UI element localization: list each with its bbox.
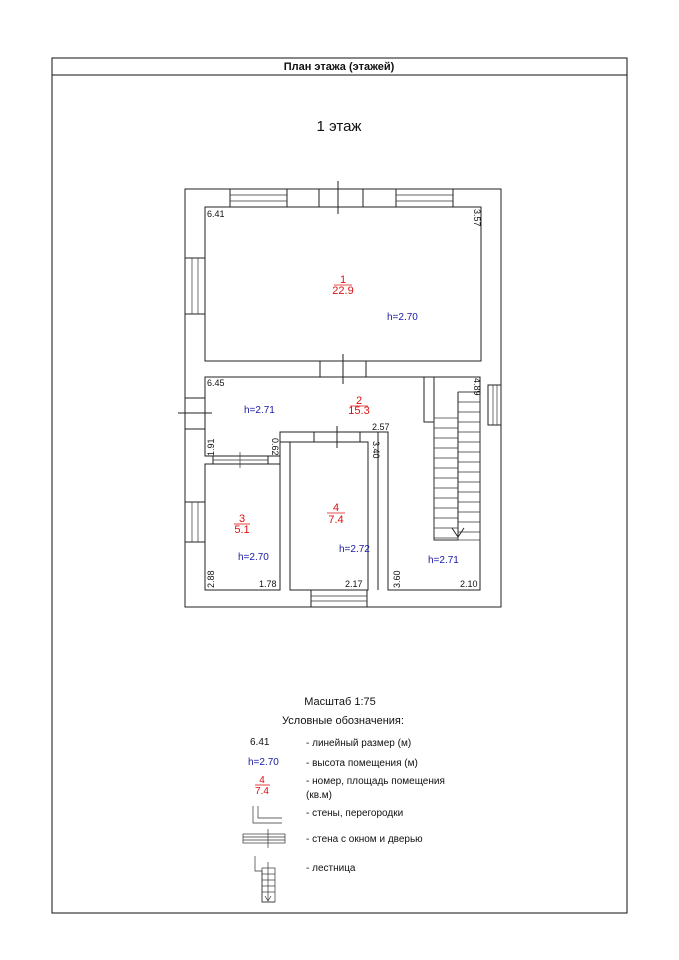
window-bottom (311, 590, 367, 607)
window-top-left (230, 189, 287, 207)
svg-text:h=2.72: h=2.72 (339, 544, 370, 555)
svg-text:4: 4 (332, 502, 340, 514)
legend-walls-text: - стены, перегородки (306, 808, 404, 819)
dim-r5-width: 2.10 (460, 579, 478, 589)
svg-text:15.3: 15.3 (348, 405, 370, 417)
window-right (488, 385, 501, 425)
svg-text:h=2.71: h=2.71 (244, 405, 275, 416)
legend-height-text: - высота помещения (м) (306, 758, 418, 769)
dim-r3-width: 1.78 (259, 579, 277, 589)
window-left-bottom (185, 502, 205, 542)
legend-sample-num: 4 (259, 775, 265, 786)
legend-window-symbol (243, 829, 285, 848)
legend-dim-text: - линейный размер (м) (306, 738, 412, 749)
legend-window-text: - стена с окном и дверью (306, 834, 423, 845)
dim-r4-height: 3.40 (371, 441, 381, 459)
dim-r4-bottom: 2.17 (345, 579, 363, 589)
legend-sample-height: h=2.70 (248, 757, 279, 768)
svg-text:3: 3 (238, 513, 246, 525)
plan (178, 181, 501, 607)
svg-text:h=2.70: h=2.70 (387, 312, 418, 323)
svg-text:22.9: 22.9 (332, 285, 354, 297)
room-4-label (327, 502, 370, 555)
dim-r4-width: 2.57 (372, 422, 390, 432)
svg-text:h=2.71: h=2.71 (428, 555, 459, 566)
svg-text:5.1: 5.1 (234, 524, 250, 536)
dim-nook: 0.62 (270, 438, 280, 456)
svg-text:7.4: 7.4 (328, 514, 344, 526)
floor-label: 1 этаж (316, 118, 362, 135)
scale-label: Масштаб 1:75 (304, 696, 376, 708)
dim-stair-height: 4.89 (472, 378, 482, 396)
window-top-right (396, 189, 453, 207)
legend-room-text-2: (кв.м) (306, 790, 333, 801)
staircase (424, 377, 480, 540)
svg-text:h=2.70: h=2.70 (238, 552, 269, 563)
door-room4 (314, 426, 360, 448)
room-5-label (428, 555, 459, 566)
svg-text:1: 1 (339, 274, 347, 286)
room-1-label (332, 274, 418, 323)
dim-r3-height: 2.88 (206, 570, 216, 588)
dim-r3-top: 1.91 (206, 438, 216, 456)
dim-r1-width: 6.41 (207, 209, 225, 219)
legend-stair-text: - лестница (306, 863, 356, 874)
room-3-label (234, 513, 269, 563)
window-left-top (185, 258, 205, 314)
legend-sample-area: 7.4 (255, 786, 269, 797)
dim-r5-height: 3.60 (392, 570, 402, 588)
door-room3 (213, 452, 268, 468)
legend-sample-dim: 6.41 (250, 737, 270, 748)
legend (243, 696, 445, 902)
legend-stair-symbol (255, 856, 275, 902)
window-top-center (319, 181, 363, 214)
room-2-label (244, 395, 370, 417)
legend-wall-symbol (253, 806, 282, 823)
dim-r2-width: 6.45 (207, 378, 225, 388)
svg-text:2: 2 (355, 395, 363, 407)
legend-room-text-1: - номер, площадь помещения (306, 776, 445, 787)
door-room1-room2 (320, 354, 366, 384)
sheet-title: План этажа (этажей) (283, 61, 395, 73)
dim-r1-height: 3.57 (472, 209, 482, 227)
legend-title: Условные обозначения: (282, 715, 404, 727)
